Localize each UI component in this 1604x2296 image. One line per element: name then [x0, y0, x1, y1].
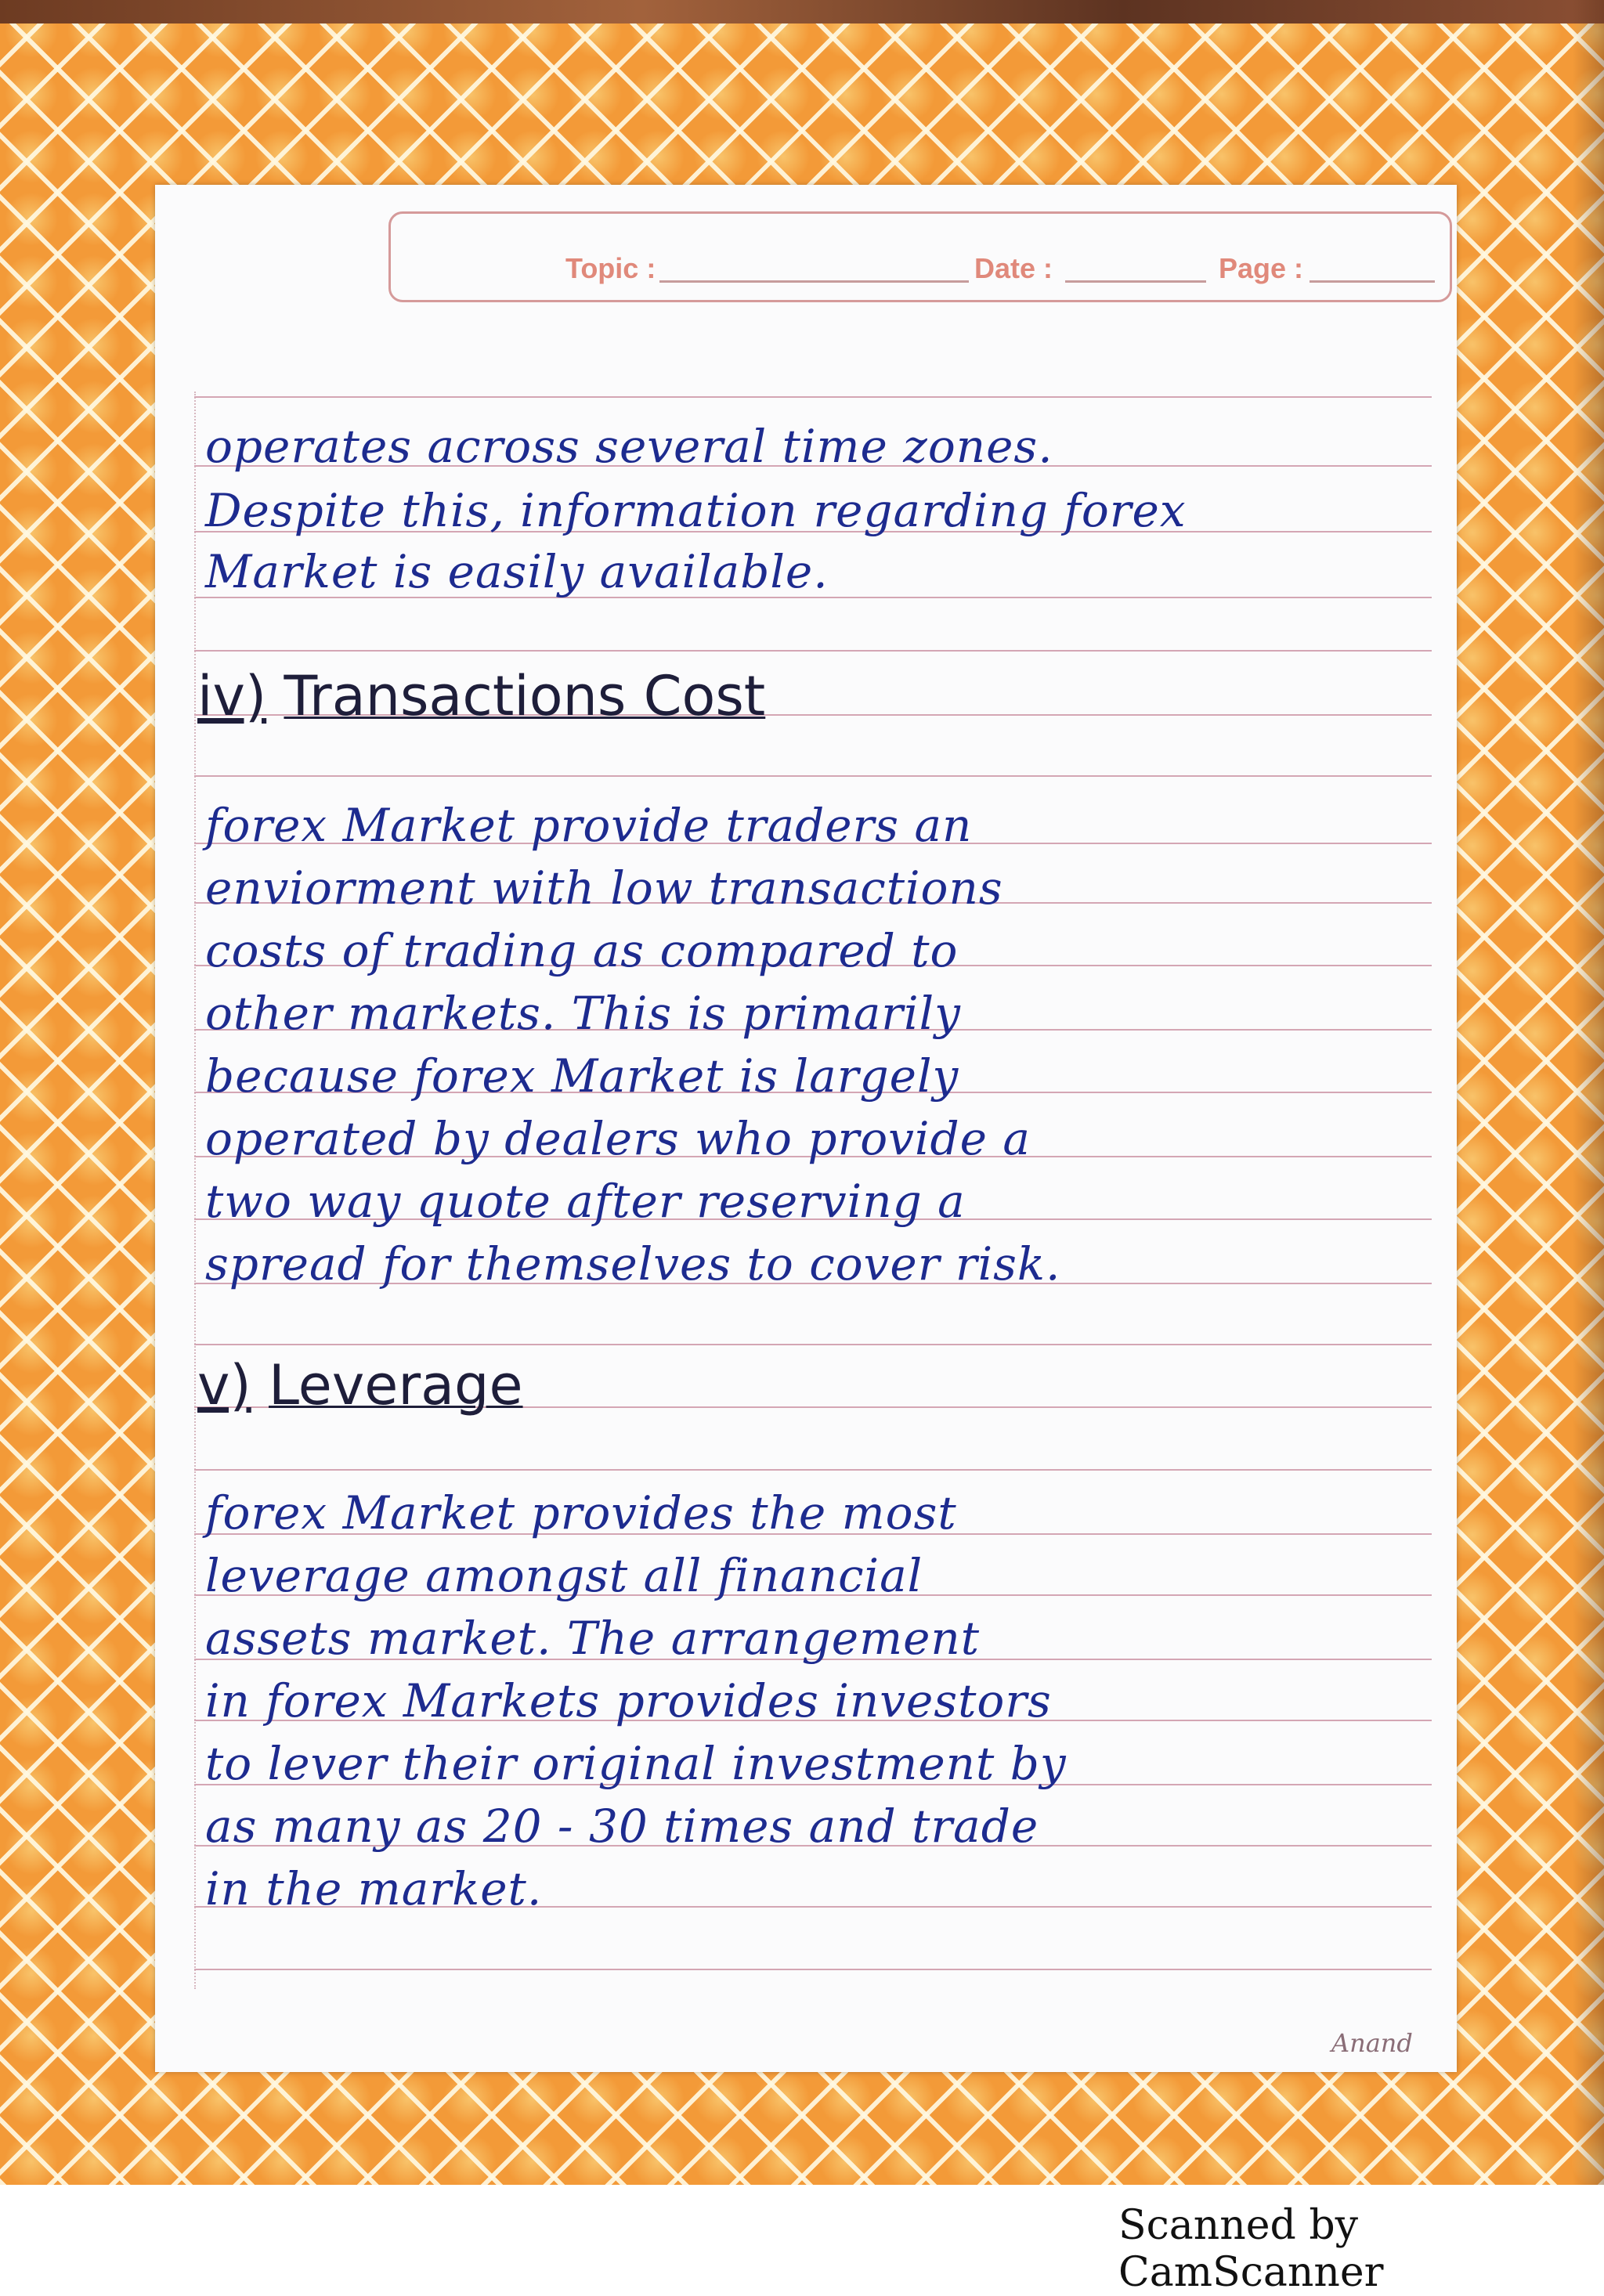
ruled-line: [194, 1969, 1432, 1970]
section-number: iv): [197, 664, 267, 728]
scanner-watermark: Scanned by CamScanner: [1118, 2202, 1384, 2296]
handwritten-line: Despite this, information regarding forex: [205, 484, 1187, 537]
handwritten-line: two way quote after reserving a: [205, 1175, 966, 1228]
background-strip: [0, 0, 1604, 23]
date-label: Date :: [974, 252, 1053, 284]
topic-label: Topic :: [565, 252, 656, 284]
ruled-line: [194, 396, 1432, 398]
handwritten-line: forex Market provides the most: [205, 1486, 957, 1540]
handwritten-line: to lever their original investment by: [205, 1737, 1067, 1790]
handwritten-line: because forex Market is largely: [205, 1049, 959, 1103]
handwritten-line: other markets. This is primarily: [205, 987, 961, 1040]
section-heading-transactions-cost: [197, 664, 765, 728]
handwritten-line: in forex Markets provides investors: [205, 1674, 1052, 1727]
margin-line: [194, 392, 196, 1989]
ruled-line: [194, 1469, 1432, 1471]
handwritten-line: assets market. The arrangement: [205, 1612, 981, 1665]
section-number: v): [197, 1353, 251, 1417]
section-heading-leverage: [197, 1353, 523, 1417]
ruled-line: [194, 1344, 1432, 1345]
edge-shadow: [1573, 0, 1604, 2185]
handwritten-line: operates across several time zones.: [205, 420, 1053, 473]
section-title: Transactions Cost: [284, 664, 766, 728]
section-title: Leverage: [269, 1353, 523, 1417]
notebook-brand-mark: Anand: [1331, 2028, 1413, 2058]
handwritten-line: Market is easily available.: [205, 545, 829, 598]
handwritten-line: in the market.: [205, 1862, 543, 1915]
handwritten-line: enviorment with low transactions: [205, 861, 1003, 915]
page-label: Page :: [1219, 252, 1304, 284]
handwritten-line: operated by dealers who provide a: [205, 1112, 1031, 1165]
topic-blank: [659, 280, 969, 283]
handwritten-line: as many as 20 - 30 times and trade: [205, 1800, 1039, 1853]
ruled-line: [194, 650, 1432, 652]
page-blank: [1310, 280, 1435, 283]
handwritten-line: spread for themselves to cover risk.: [205, 1237, 1061, 1291]
handwritten-line: leverage amongst all financial: [205, 1549, 923, 1602]
ruled-line: [194, 775, 1432, 777]
handwritten-line: forex Market provide traders an: [205, 799, 973, 852]
handwritten-line: costs of trading as compared to: [205, 924, 959, 977]
date-blank: [1065, 280, 1206, 283]
